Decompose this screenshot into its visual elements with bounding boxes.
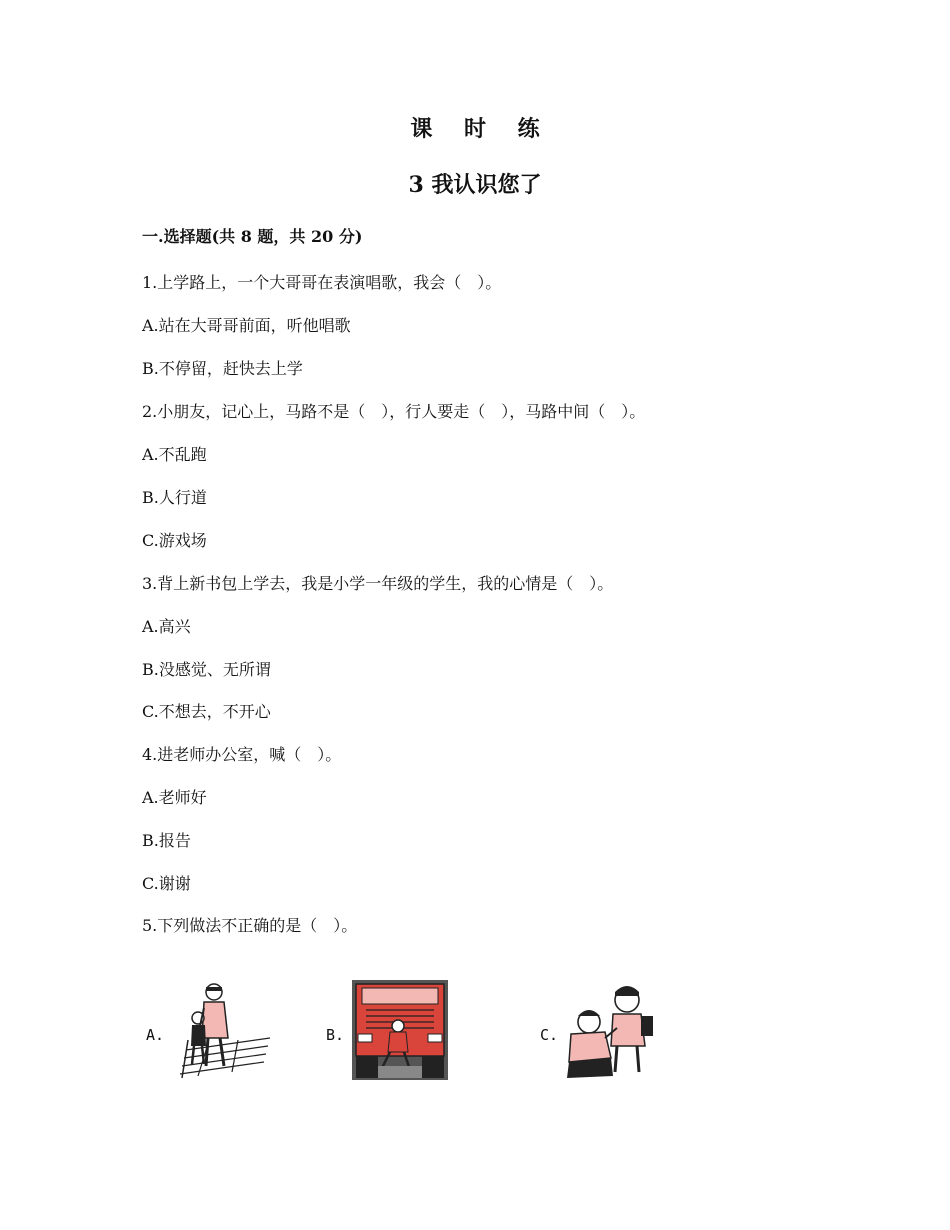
question-2-stem: 2.小朋友，记心上，马路不是（ ），行人要走（ ），马路中间（ ）。: [142, 402, 646, 421]
question-2-option-b: B.人行道: [142, 488, 207, 507]
question-3-option-c: C.不想去，不开心: [142, 702, 271, 721]
question-3-option-b: B.没感觉、无所谓: [142, 660, 271, 679]
question-1-option-a: A.站在大哥哥前面，听他唱歌: [142, 316, 351, 335]
question-4-option-b: B.报告: [142, 831, 191, 850]
figure-a-crosswalk-illustration: [178, 980, 278, 1080]
question-1-option-b: B.不停留，赶快去上学: [142, 359, 303, 378]
question-3-option-a: A.高兴: [142, 617, 191, 636]
figure-c-helping-illustration: [565, 980, 661, 1080]
question-1-stem: 1.上学路上，一个大哥哥在表演唱歌，我会（ ）。: [142, 273, 502, 292]
section-heading: 一.选择题(共 8 题，共 20 分): [142, 227, 363, 246]
figure-c-label: C.: [540, 1026, 559, 1044]
question-2-option-a: A.不乱跑: [142, 445, 207, 464]
question-2-option-c: C.游戏场: [142, 531, 207, 550]
question-3-stem: 3.背上新书包上学去，我是小学一年级的学生，我的心情是（ ）。: [142, 574, 614, 593]
question-4-stem: 4.进老师办公室，喊（ ）。: [142, 745, 342, 764]
page-title: 课 时 练: [410, 116, 552, 142]
lesson-title: 3 我认识您了: [408, 172, 542, 198]
figure-b-truck-illustration: [352, 980, 448, 1080]
question-4-option-a: A.老师好: [142, 788, 207, 807]
figure-a-label: A.: [146, 1026, 165, 1044]
question-4-option-c: C.谢谢: [142, 874, 191, 893]
figure-b-label: B.: [326, 1026, 345, 1044]
question-5-stem: 5.下列做法不正确的是（ ）。: [142, 916, 358, 935]
